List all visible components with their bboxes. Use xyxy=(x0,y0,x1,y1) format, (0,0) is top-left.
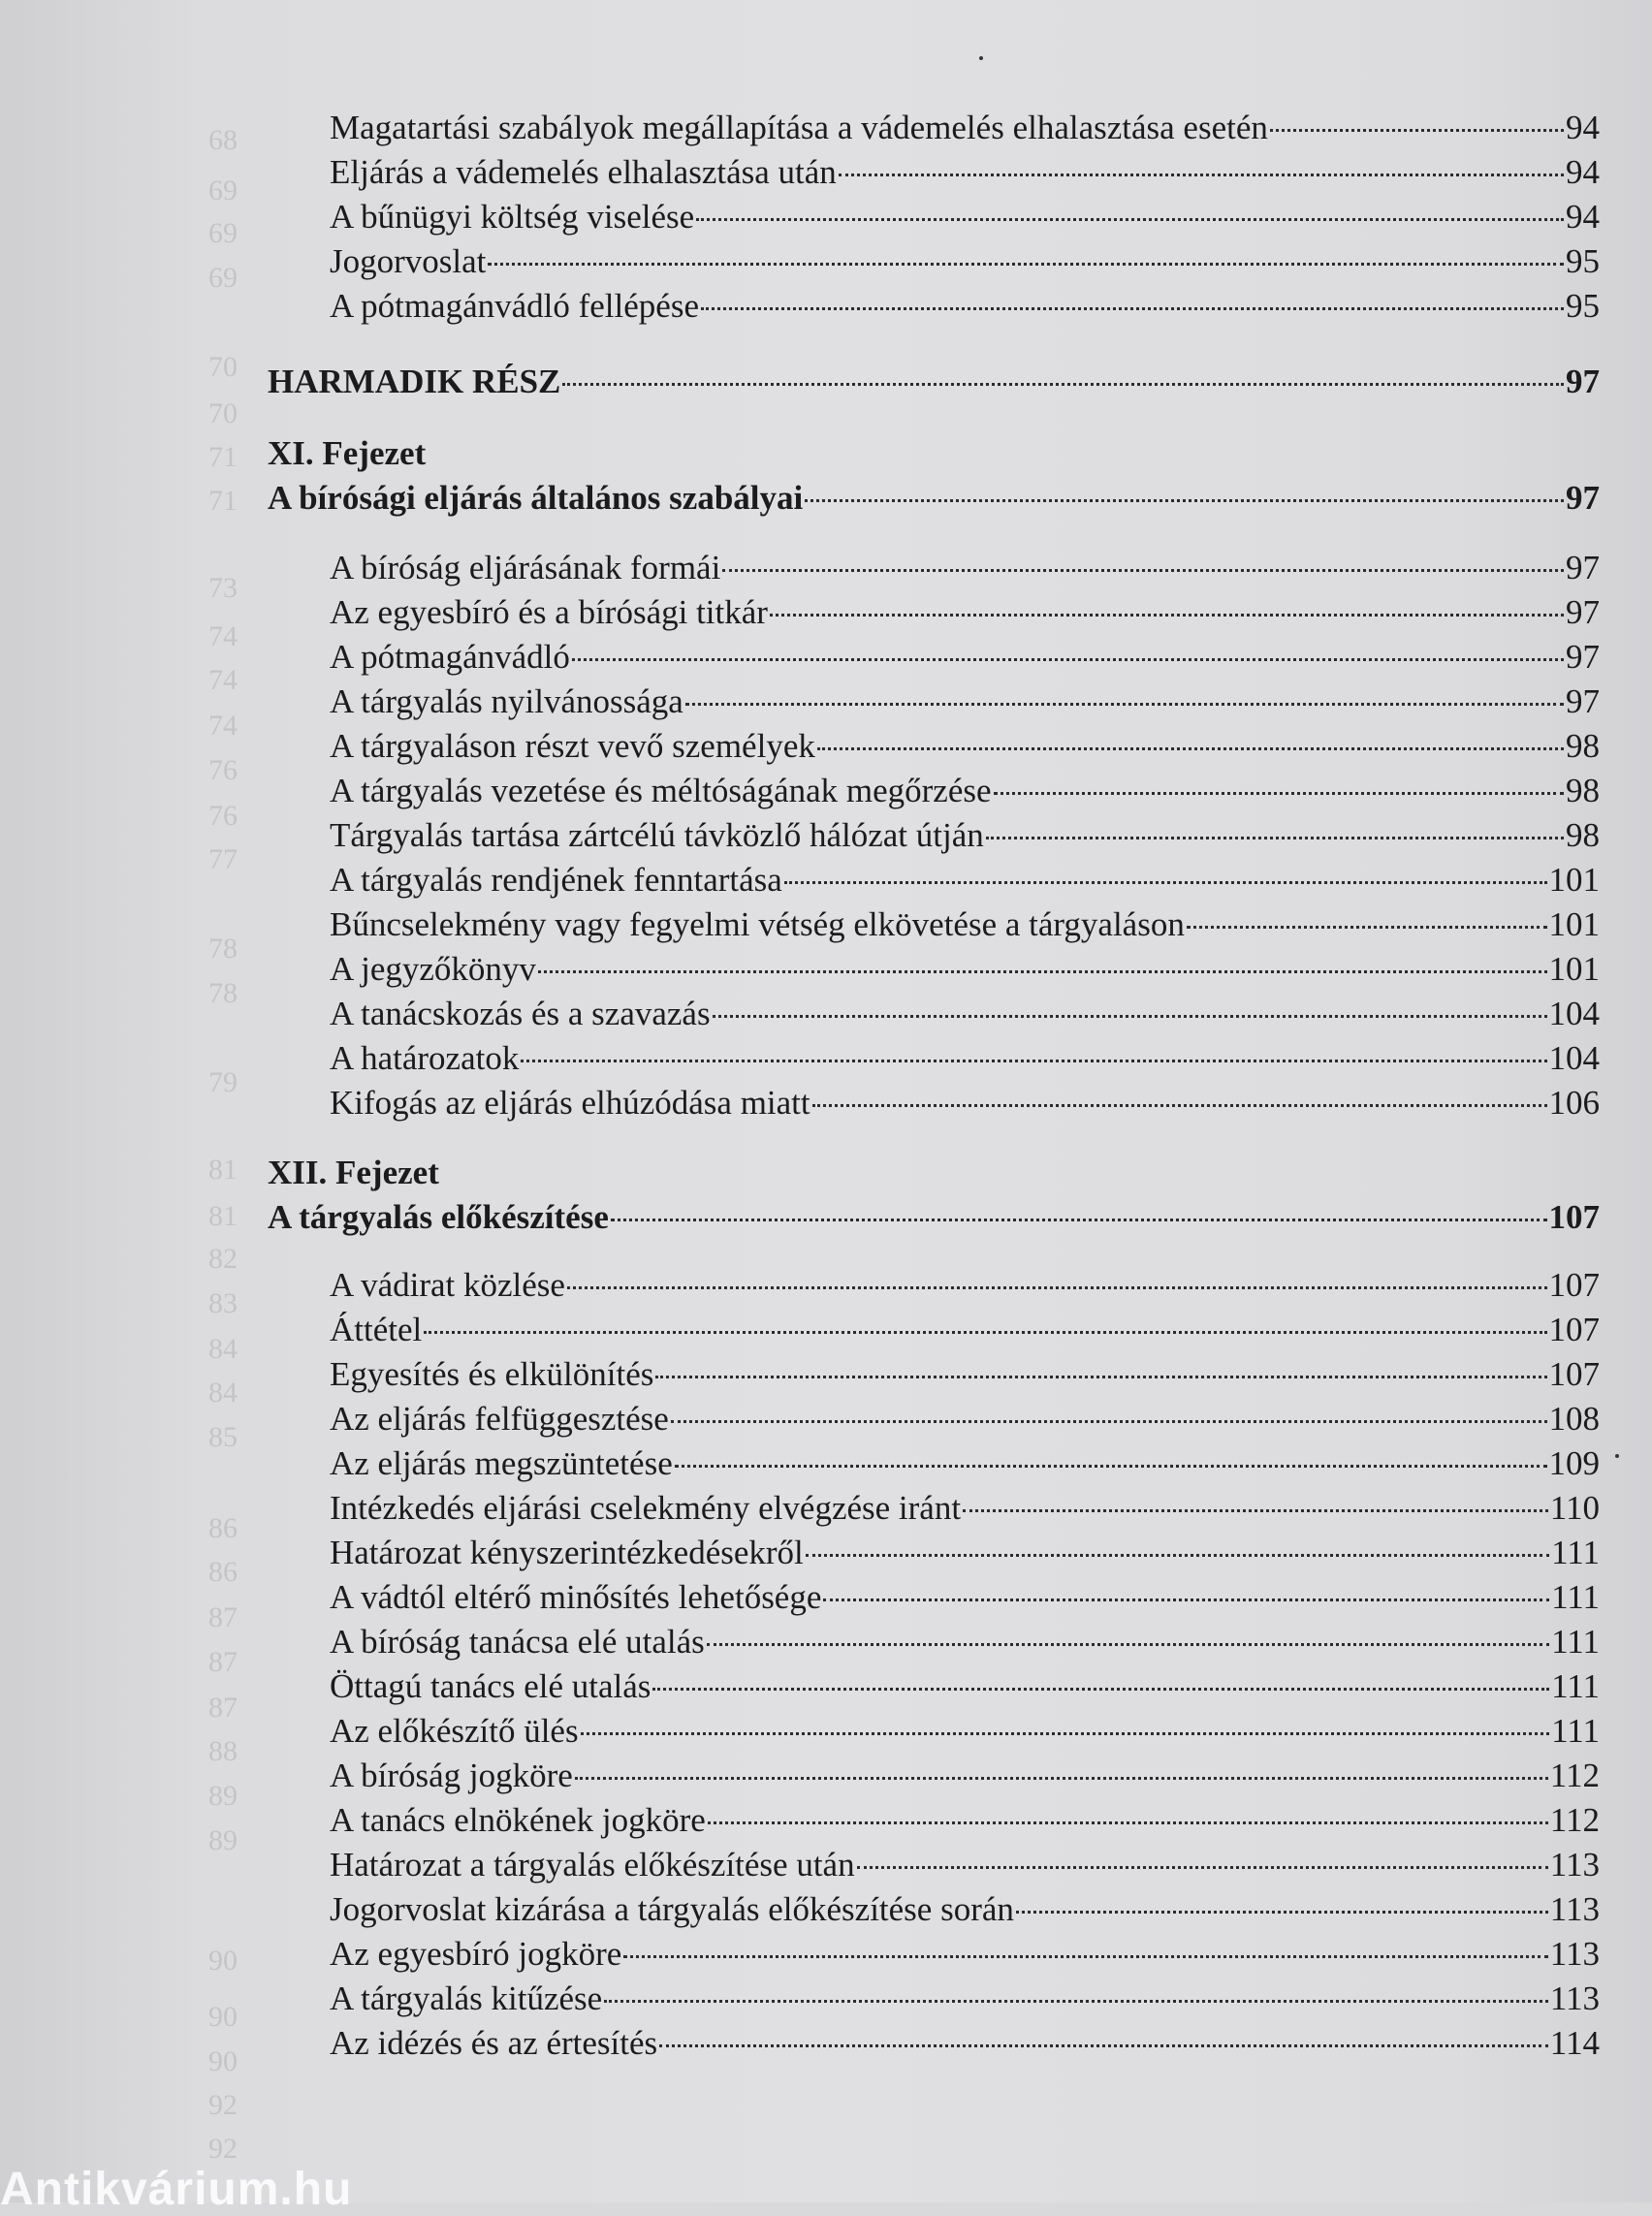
bleed-through-mark: 69 xyxy=(208,174,238,206)
toc-entry-page: 107 xyxy=(1548,1311,1600,1348)
toc-entry-title: Jogorvoslat kizárása a tárgyalás előkészítése során xyxy=(330,1890,1014,1928)
toc-entry xyxy=(330,1353,1600,1396)
toc-entry-title: Az egyesbíró jogköre xyxy=(330,1935,622,1973)
dot-leader xyxy=(817,747,1564,750)
toc-entry-title: Az idézés és az értesítés xyxy=(330,2024,658,2062)
bleed-through-mark: 81 xyxy=(208,1200,238,1232)
dot-leader xyxy=(707,1643,1549,1646)
dot-leader xyxy=(701,307,1564,310)
chapter-page: 107 xyxy=(1548,1198,1600,1236)
part-page: 97 xyxy=(1566,363,1600,400)
chapter-title: A tárgyalás előkészítése xyxy=(268,1198,609,1236)
toc-entry xyxy=(330,151,1600,194)
toc-entry-page: 111 xyxy=(1551,1623,1600,1661)
toc-entry xyxy=(330,1576,1600,1619)
toc-entry xyxy=(330,1755,1600,1797)
dot-leader xyxy=(696,218,1564,221)
bleed-through-mark: 78 xyxy=(208,977,238,1009)
toc-entry-page: 113 xyxy=(1549,1890,1600,1928)
bleed-through-mark: 79 xyxy=(208,1066,238,1098)
watermark-text: Antikvárium.hu xyxy=(0,2164,353,2215)
bleed-through-mark: 87 xyxy=(208,1646,238,1678)
toc-entry xyxy=(330,903,1600,946)
dot-leader xyxy=(575,1777,1548,1780)
toc-entry-page: 95 xyxy=(1566,287,1600,325)
dot-leader xyxy=(770,614,1564,617)
toc-entry-title: Eljárás a vádemelés elhalasztása után xyxy=(330,153,837,191)
toc-entry-page: 113 xyxy=(1549,1935,1600,1973)
bleed-through-mark: 90 xyxy=(208,2045,238,2077)
bleed-through-mark: 69 xyxy=(208,262,238,294)
dot-leader xyxy=(994,792,1564,795)
dot-leader xyxy=(659,2044,1548,2047)
toc-entry-page: 94 xyxy=(1566,153,1600,191)
toc-entry-page: 95 xyxy=(1566,242,1600,280)
part-heading xyxy=(268,361,1600,403)
bleed-through-mark: 87 xyxy=(208,1601,238,1633)
dot-leader xyxy=(823,1599,1549,1601)
toc-entry-title: Kifogás az eljárás elhúzódása miatt xyxy=(330,1084,810,1122)
dot-leader xyxy=(806,1554,1549,1557)
dot-leader xyxy=(488,263,1564,266)
toc-entry xyxy=(330,1532,1600,1574)
dot-leader xyxy=(671,1420,1547,1423)
toc-entry-page: 98 xyxy=(1566,727,1600,765)
toc-entry-page: 104 xyxy=(1548,995,1600,1032)
toc-entry xyxy=(330,636,1600,679)
bleed-through-mark: 70 xyxy=(208,397,238,429)
chapter-heading xyxy=(268,477,1600,520)
dot-leader xyxy=(812,1104,1547,1107)
toc-entry-title: Tárgyalás tartása zártcélú távközlő hálózat útján xyxy=(330,816,984,854)
toc-entry xyxy=(330,591,1600,634)
toc-entry xyxy=(330,859,1600,902)
dot-leader xyxy=(572,658,1564,661)
bleed-through-mark: 73 xyxy=(208,572,238,604)
toc-entry-title: Határozat a tárgyalás előkészítése után xyxy=(330,1846,855,1884)
bleed-through-mark: 71 xyxy=(208,485,238,517)
toc-entry-page: 110 xyxy=(1549,1489,1600,1527)
toc-entry xyxy=(330,1082,1600,1124)
toc-entry-title: Egyesítés és elkülönítés xyxy=(330,1355,654,1393)
chapter-heading xyxy=(268,1196,1600,1239)
toc-entry-page: 112 xyxy=(1549,1757,1600,1794)
toc-entry-title: A tárgyalás rendjének fenntartása xyxy=(330,861,782,899)
bleed-through-mark: 82 xyxy=(208,1243,238,1275)
chapter-page: 97 xyxy=(1566,479,1600,517)
toc-entry-title: Bűncselekmény vagy fegyelmi vétség elkövetése a tárgyaláson xyxy=(330,905,1185,943)
toc-entry xyxy=(330,993,1600,1035)
dot-leader xyxy=(581,1732,1550,1735)
toc-entry-page: 101 xyxy=(1548,950,1600,988)
toc-entry-title: Az eljárás megszüntetése xyxy=(330,1444,673,1482)
toc-entry-title: A vádtól eltérő minősítés lehetősége xyxy=(330,1578,822,1616)
toc-entry-page: 111 xyxy=(1551,1578,1600,1616)
toc-entry xyxy=(330,240,1600,283)
dot-leader xyxy=(623,1955,1548,1958)
toc-entry xyxy=(330,2022,1600,2065)
toc-entry xyxy=(330,1933,1600,1976)
dot-leader xyxy=(655,1376,1546,1378)
toc-entry xyxy=(330,1710,1600,1753)
bleed-through-mark: 76 xyxy=(208,754,238,786)
toc-entry-title: Áttétel xyxy=(330,1311,423,1348)
toc-entry xyxy=(330,1799,1600,1842)
toc-entry-title: Az eljárás felfüggesztése xyxy=(330,1400,669,1438)
speck xyxy=(1615,1454,1619,1458)
toc-entry-page: 101 xyxy=(1548,905,1600,943)
dot-leader xyxy=(986,837,1564,839)
dot-leader xyxy=(805,499,1564,502)
toc-entry-page: 106 xyxy=(1548,1084,1600,1122)
bleed-through-mark: 89 xyxy=(208,1824,238,1856)
toc-entry-page: 94 xyxy=(1566,109,1600,146)
toc-entry-page: 98 xyxy=(1566,772,1600,809)
toc-entry xyxy=(330,1398,1600,1440)
toc-entry-title: A bíróság jogköre xyxy=(330,1757,573,1794)
toc-entry-title: Intézkedés eljárási cselekmény elvégzése iránt xyxy=(330,1489,962,1527)
dot-leader xyxy=(1270,129,1564,132)
bleed-through-mark: 89 xyxy=(208,1780,238,1812)
toc-entry-page: 112 xyxy=(1549,1801,1600,1839)
toc-entry xyxy=(330,1442,1600,1485)
bleed-through-mark: 84 xyxy=(208,1333,238,1365)
toc-entry-title: A tanács elnökének jogköre xyxy=(330,1801,706,1839)
dot-leader xyxy=(784,881,1547,884)
dot-leader xyxy=(424,1331,1546,1334)
toc-entry-title: Öttagú tanács elé utalás xyxy=(330,1667,651,1705)
toc-entry-page: 114 xyxy=(1549,2024,1600,2062)
bleed-through-mark: 92 xyxy=(208,2089,238,2121)
toc-entry xyxy=(330,1264,1600,1307)
toc-entry-page: 111 xyxy=(1551,1534,1600,1571)
toc-entry xyxy=(330,107,1600,149)
speck xyxy=(979,56,983,60)
dot-leader xyxy=(562,383,1564,386)
toc-entry-page: 97 xyxy=(1566,593,1600,631)
toc-entry xyxy=(330,1309,1600,1351)
toc-entry-page: 94 xyxy=(1566,198,1600,236)
dot-leader xyxy=(611,1219,1547,1221)
toc-entry-title: A jegyzőkönyv xyxy=(330,950,536,988)
toc-entry xyxy=(330,1621,1600,1663)
bleed-through-mark: 90 xyxy=(208,1945,238,1977)
toc-entry-page: 97 xyxy=(1566,682,1600,720)
toc-entry-title: A tanácskozás és a szavazás xyxy=(330,995,711,1032)
bleed-through-mark: 81 xyxy=(208,1154,238,1186)
toc-entry xyxy=(330,1888,1600,1931)
toc-entry-title: A tárgyalás nyilvánossága xyxy=(330,682,683,720)
toc-entry-title: A tárgyaláson részt vevő személyek xyxy=(330,727,815,765)
bleed-through-mark: 84 xyxy=(208,1377,238,1409)
toc-entry xyxy=(330,196,1600,238)
dot-leader xyxy=(1187,926,1547,929)
dot-leader xyxy=(538,970,1547,973)
toc-entry-title: A bíróság eljárásának formái xyxy=(330,549,721,586)
toc-entry-title: A határozatok xyxy=(330,1039,520,1077)
dot-leader xyxy=(713,1015,1547,1018)
bleed-through-mark: 92 xyxy=(208,2133,238,2165)
bleed-through-mark: 74 xyxy=(208,710,238,742)
toc-entry-title: Az egyesbíró és a bírósági titkár xyxy=(330,593,768,631)
toc-entry-page: 104 xyxy=(1548,1039,1600,1077)
toc-entry-title: Határozat kényszerintézkedésekről xyxy=(330,1534,804,1571)
bleed-through-mark: 86 xyxy=(208,1556,238,1588)
toc-entry-page: 97 xyxy=(1566,549,1600,586)
toc-entry xyxy=(330,1844,1600,1886)
dot-leader xyxy=(722,569,1564,572)
dot-leader xyxy=(685,703,1564,706)
toc-entry-title: A pótmagánvádló xyxy=(330,638,570,676)
toc-entry-page: 111 xyxy=(1551,1712,1600,1750)
toc-entry-page: 113 xyxy=(1549,1846,1600,1884)
toc-entry-title: A bíróság tanácsa elé utalás xyxy=(330,1623,705,1661)
bleed-through-mark: 71 xyxy=(208,441,238,473)
toc-entry-page: 101 xyxy=(1548,861,1600,899)
bleed-through-mark: 78 xyxy=(208,933,238,965)
bleed-through-mark: 74 xyxy=(208,620,238,652)
dot-leader xyxy=(652,1688,1549,1691)
toc-entry-page: 109 xyxy=(1548,1444,1600,1482)
chapter-title: A bírósági eljárás általános szabályai xyxy=(268,479,804,517)
toc-entry-title: Jogorvoslat xyxy=(330,242,487,280)
bleed-through-mark: 83 xyxy=(208,1287,238,1319)
toc-entry xyxy=(330,681,1600,723)
bleed-through-mark: 74 xyxy=(208,664,238,696)
bleed-through-mark: 87 xyxy=(208,1692,238,1724)
toc-entry xyxy=(330,725,1600,768)
dot-leader xyxy=(963,1509,1548,1512)
bleed-through-mark: 86 xyxy=(208,1512,238,1544)
toc-entry xyxy=(330,814,1600,857)
toc-entry-title: A bűnügyi költség viselése xyxy=(330,198,695,236)
toc-entry-page: 111 xyxy=(1551,1667,1600,1705)
toc-entry-title: A vádirat közlése xyxy=(330,1266,565,1304)
toc-entry xyxy=(330,547,1600,589)
toc-entry-title: Az előkészítő ülés xyxy=(330,1712,579,1750)
toc-entry xyxy=(330,770,1600,812)
chapter-label: XII. Fejezet xyxy=(268,1154,439,1191)
bleed-through-mark: 77 xyxy=(208,843,238,875)
dot-leader xyxy=(567,1286,1547,1289)
toc-entry-title: A tárgyalás vezetése és méltóságának megőrzése xyxy=(330,772,992,809)
bleed-through-mark: 90 xyxy=(208,2001,238,2033)
toc-entry-page: 97 xyxy=(1566,638,1600,676)
toc-entry xyxy=(330,285,1600,328)
bleed-through-mark: 68 xyxy=(208,124,238,156)
toc-entry xyxy=(330,948,1600,991)
dot-leader xyxy=(857,1866,1548,1869)
dot-leader xyxy=(839,174,1564,176)
part-title: HARMADIK RÉSZ xyxy=(268,363,561,400)
bleed-through-mark: 70 xyxy=(208,351,238,383)
toc-entry-page: 98 xyxy=(1566,816,1600,854)
toc-entry xyxy=(330,1665,1600,1708)
toc-entry xyxy=(330,1487,1600,1530)
toc-entry-page: 113 xyxy=(1549,1979,1600,2017)
bleed-through-mark: 85 xyxy=(208,1421,238,1453)
toc-entry-title: A tárgyalás kitűzése xyxy=(330,1979,603,2017)
dot-leader xyxy=(675,1465,1547,1468)
dot-leader xyxy=(708,1821,1548,1824)
toc-entry xyxy=(330,1037,1600,1080)
toc-entry-title: Magatartási szabályok megállapítása a vádemelés elhalasztása esetén xyxy=(330,109,1268,146)
toc-entry-title: A pótmagánvádló fellépése xyxy=(330,287,699,325)
dot-leader xyxy=(521,1060,1546,1062)
toc-entry-page: 107 xyxy=(1548,1266,1600,1304)
toc-entry xyxy=(330,1978,1600,2020)
toc-entry-page: 107 xyxy=(1548,1355,1600,1393)
bleed-through-mark: 76 xyxy=(208,800,238,832)
chapter-label: XI. Fejezet xyxy=(268,434,427,472)
bleed-through-mark: 88 xyxy=(208,1735,238,1767)
bleed-through-mark: 69 xyxy=(208,217,238,249)
toc-entry-page: 108 xyxy=(1548,1400,1600,1438)
dot-leader xyxy=(1016,1911,1548,1914)
dot-leader xyxy=(604,2000,1548,2003)
